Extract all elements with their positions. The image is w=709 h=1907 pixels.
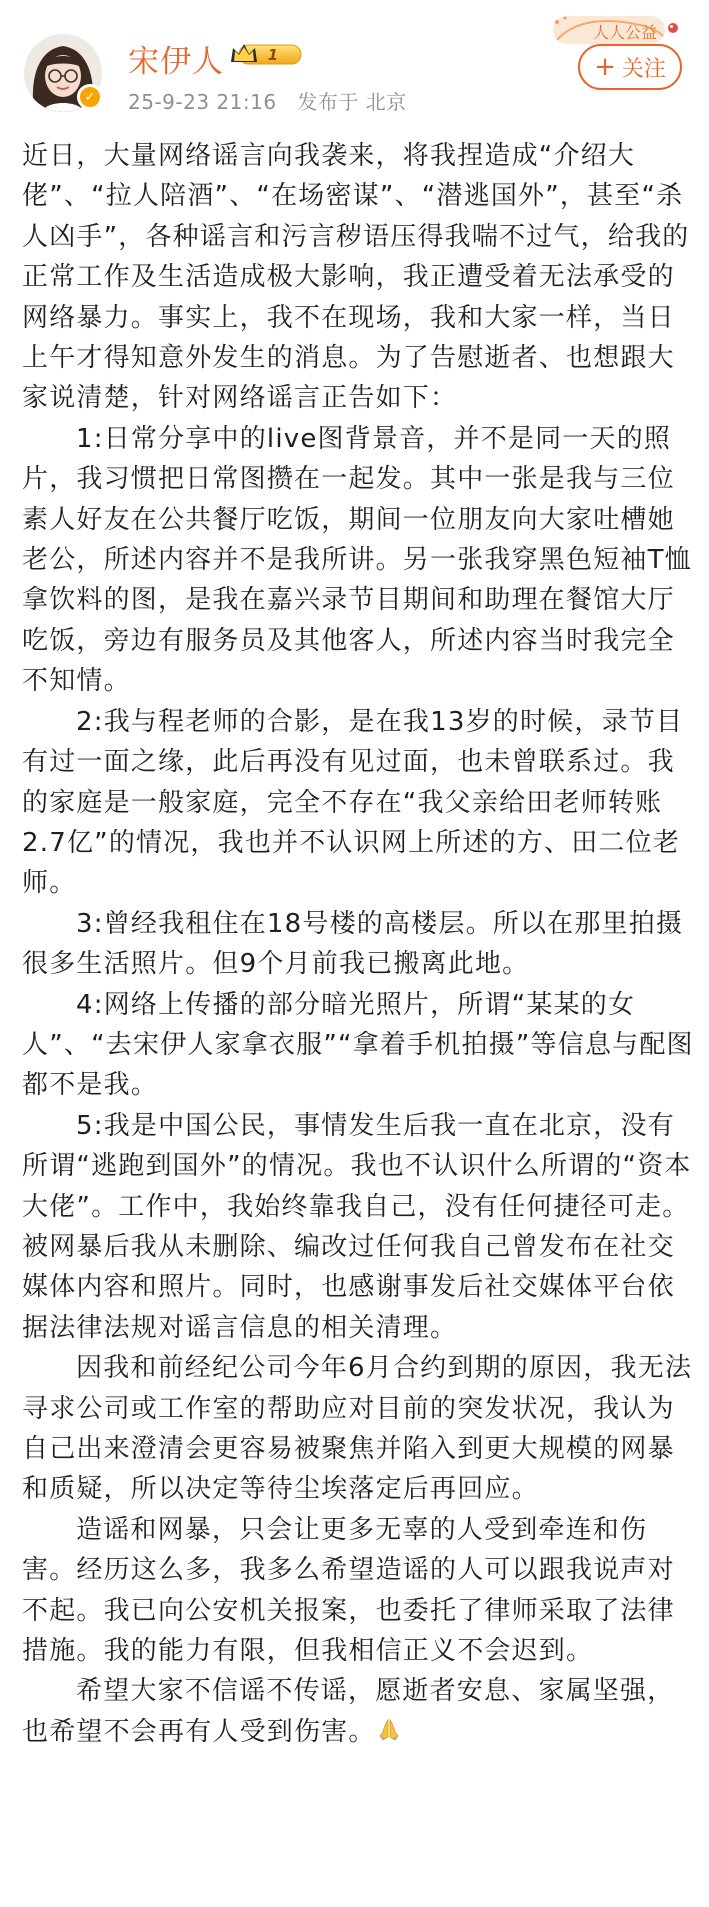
post-body <box>22 136 694 1752</box>
vip-level: 1 <box>267 46 279 64</box>
post-time: 25-9-23 21:16 <box>128 90 277 114</box>
paragraph-contract: 因我和前经纪公司今年6月合约到期的原因，我无法寻求公司或工作室的帮助应对目前的突发状况，我认为自己出来澄清会更容易被聚焦并陷入到更大规模的网暴和质疑，所以决定等待尘埃落定后再回应。 <box>22 1353 693 1505</box>
verified-glyph: ✓ <box>84 89 96 105</box>
stamp-label: 人人公益 <box>593 23 658 42</box>
post-header <box>0 0 709 130</box>
author-name[interactable]: 宋伊人 <box>128 44 224 80</box>
paragraph-closing <box>22 1671 694 1752</box>
closing-text: 希望大家不信谣不传谣，愿逝者安息、家属坚强，也希望不会再有人受到伤害。 <box>22 1676 675 1747</box>
post-meta <box>128 86 421 115</box>
pray-emoji-icon <box>376 1717 402 1743</box>
verified-badge-icon <box>77 84 103 110</box>
follow-label: 关注 <box>621 56 666 82</box>
paragraph-point-2: 2:我与程老师的合影，是在我13岁的时候，录节目有过一面之缘，此后再没有见过面，也未曾联系过。我的家庭是一般家庭，完全不存在“我父亲给田老师转账2.7亿”的情况，我也并不认识网上所述的方、田二位老师。 <box>22 706 684 899</box>
plus-icon: + <box>594 52 616 82</box>
vip-crown-icon <box>229 40 303 68</box>
paragraph-point-5: 5:我是中国公民，事情发生后我一直在北京，没有所谓“逃跑到国外”的情况。我也不认识什么所谓的“资本大佬”。工作中，我始终靠我自己，没有任何捷径可走。被网暴后我从未删除、编改过任何我自己曾发布在社交媒体内容和照片。同时，也感谢事发后社交媒体平台依据法律法规对谣言信息的相关清理。 <box>22 1110 692 1343</box>
paragraph-point-1: 1:日常分享中的live图背景音，并不是同一天的照片，我习惯把日常图攒在一起发。其中一张是我与三位素人好友在公共餐厅吃饭，期间一位朋友向大家吐槽她老公，所述内容并不是我所讲。另一张我穿黑色短袖T恤拿饮料的图，是我在嘉兴录节目期间和助理在餐馆大厅吃饭，旁边有服务员及其他客人，所述内容当时我完全不知情。 <box>22 423 692 697</box>
post-location: 发布于 北京 <box>297 90 407 114</box>
follow-button[interactable] <box>578 44 682 90</box>
paragraph-intro: 近日，大量网络谣言向我袭来，将我捏造成“介绍大佬”、“拉人陪酒”、“在场密谋”、“潜逃国外”，甚至“杀人凶手”，各种谣言和污言秽语压得我喘不过气，给我的正常工作及生活造成极大影响，我正遭受着无法承受的网络暴力。事实上，我不在现场，我和大家一样，当日上午才得知意外发生的消息。为了告慰逝者、也想跟大家说清楚，针对网络谣言正告如下： <box>22 141 690 414</box>
paragraph-point-3: 3:曾经我租住在18号楼的高楼层。所以在那里拍摄很多生活照片。但9个月前我已搬离此地。 <box>22 908 684 980</box>
vip-badge[interactable] <box>229 40 303 68</box>
paragraph-point-4: 4:网络上传播的部分暗光照片，所谓“某某的女人”、“去宋伊人家拿衣服”“拿着手机拍摄”等信息与配图都不是我。 <box>22 989 694 1101</box>
paragraph-rumor: 造谣和网暴，只会让更多无辜的人受到牵连和伤害。经历这么多，我多么希望造谣的人可以跟我说声对不起。我已向公安机关报案，也委托了律师采取了法律措施。我的能力有限，但我相信正义不会迟到。 <box>22 1514 675 1667</box>
